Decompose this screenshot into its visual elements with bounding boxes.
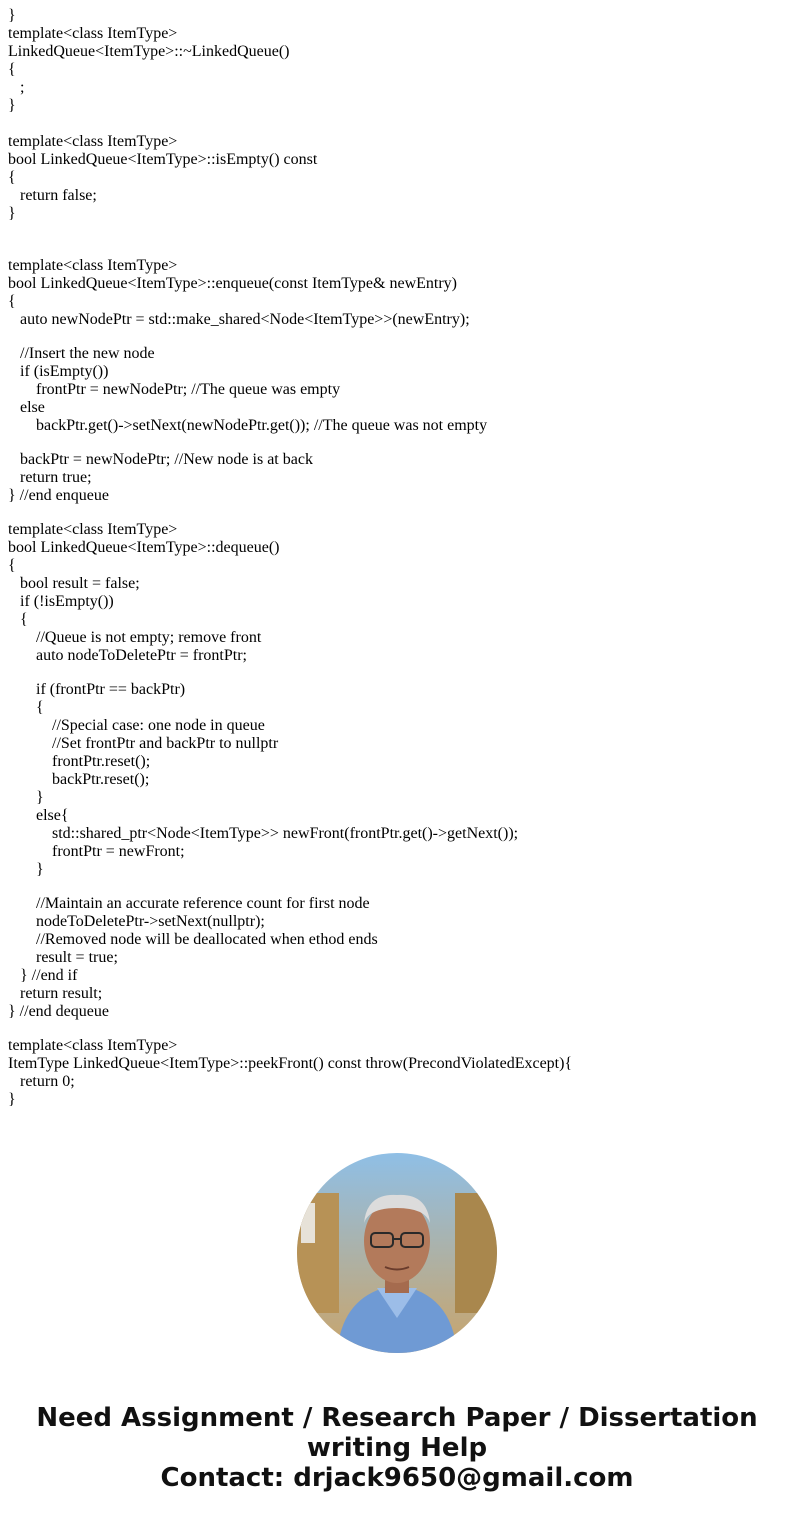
code-line: if (!isEmpty()) [8,593,114,610]
code-line: } //end if [8,967,78,984]
code-line: if (frontPtr == backPtr) [8,681,186,698]
code-line: //Maintain an accurate reference count for first node [8,895,370,912]
code-line: else{ [8,807,69,824]
code-line: result = true; [8,949,118,966]
code-line: template<class ItemType> [8,133,178,150]
code-line: if (isEmpty()) [8,363,109,380]
code-line: ; [8,79,25,96]
code-line: bool LinkedQueue<ItemType>::isEmpty() const [8,151,318,168]
code-line: auto newNodePtr = std::make_shared<Node<ItemType>>(newEntry); [8,311,470,328]
code-line: LinkedQueue<ItemType>::~LinkedQueue() [8,43,290,60]
code-line: return 0; [8,1073,75,1090]
code-line: { [8,557,16,574]
code-line: frontPtr = newFront; [8,843,185,860]
avatar [297,1153,497,1353]
code-line: backPtr.get()->setNext(newNodePtr.get()); //The queue was not empty [8,417,488,434]
code-line: } [8,789,44,806]
code-line: return result; [8,985,103,1002]
code-line: //Set frontPtr and backPtr to nullptr [8,735,279,752]
code-line: //Queue is not empty; remove front [8,629,262,646]
code-line: { [8,169,16,186]
code-line: } //end enqueue [8,487,109,504]
code-line: else [8,399,45,416]
code-line: } [8,7,16,24]
code-line: bool LinkedQueue<ItemType>::enqueue(const ItemType& newEntry) [8,275,457,292]
code-line: } [8,205,16,222]
code-line: bool LinkedQueue<ItemType>::dequeue() [8,539,280,556]
code-line: } [8,861,44,878]
code-line: { [8,611,28,628]
code-line: } [8,97,16,114]
code-line: } //end dequeue [8,1003,109,1020]
code-line: return true; [8,469,92,486]
code-line: } [8,1091,16,1108]
code-line: frontPtr = newNodePtr; //The queue was empty [8,381,341,398]
code-line: bool result = false; [8,575,140,592]
banner-line-2: writing Help [306,1433,488,1463]
code-line: //Special case: one node in queue [8,717,265,734]
code-line: frontPtr.reset(); [8,753,151,770]
code-line: backPtr.reset(); [8,771,150,788]
code-line: template<class ItemType> [8,1037,178,1054]
banner-line-1: Need Assignment / Research Paper / Dissertation [36,1403,758,1433]
code-line: template<class ItemType> [8,25,178,42]
banner-line-3: Contact: drjack9650@gmail.com [160,1463,634,1493]
code-line: template<class ItemType> [8,521,178,538]
code-line: //Removed node will be deallocated when ethod ends [8,931,378,948]
code-line: auto nodeToDeletePtr = frontPtr; [8,647,247,664]
code-line: { [8,699,44,716]
code-line: return false; [8,187,97,204]
code-line: backPtr = newNodePtr; //New node is at back [8,451,313,468]
code-line: ItemType LinkedQueue<ItemType>::peekFront() const throw(PrecondViolatedExcept){ [8,1055,573,1072]
person-portrait-icon [297,1153,497,1353]
contact-banner [0,1403,794,1493]
code-line: { [8,61,16,78]
code-line: //Insert the new node [8,345,155,362]
code-line: std::shared_ptr<Node<ItemType>> newFront(frontPtr.get()->getNext()); [8,825,519,842]
code-line: { [8,293,16,310]
code-line: nodeToDeletePtr->setNext(nullptr); [8,913,265,930]
code-line: template<class ItemType> [8,257,178,274]
